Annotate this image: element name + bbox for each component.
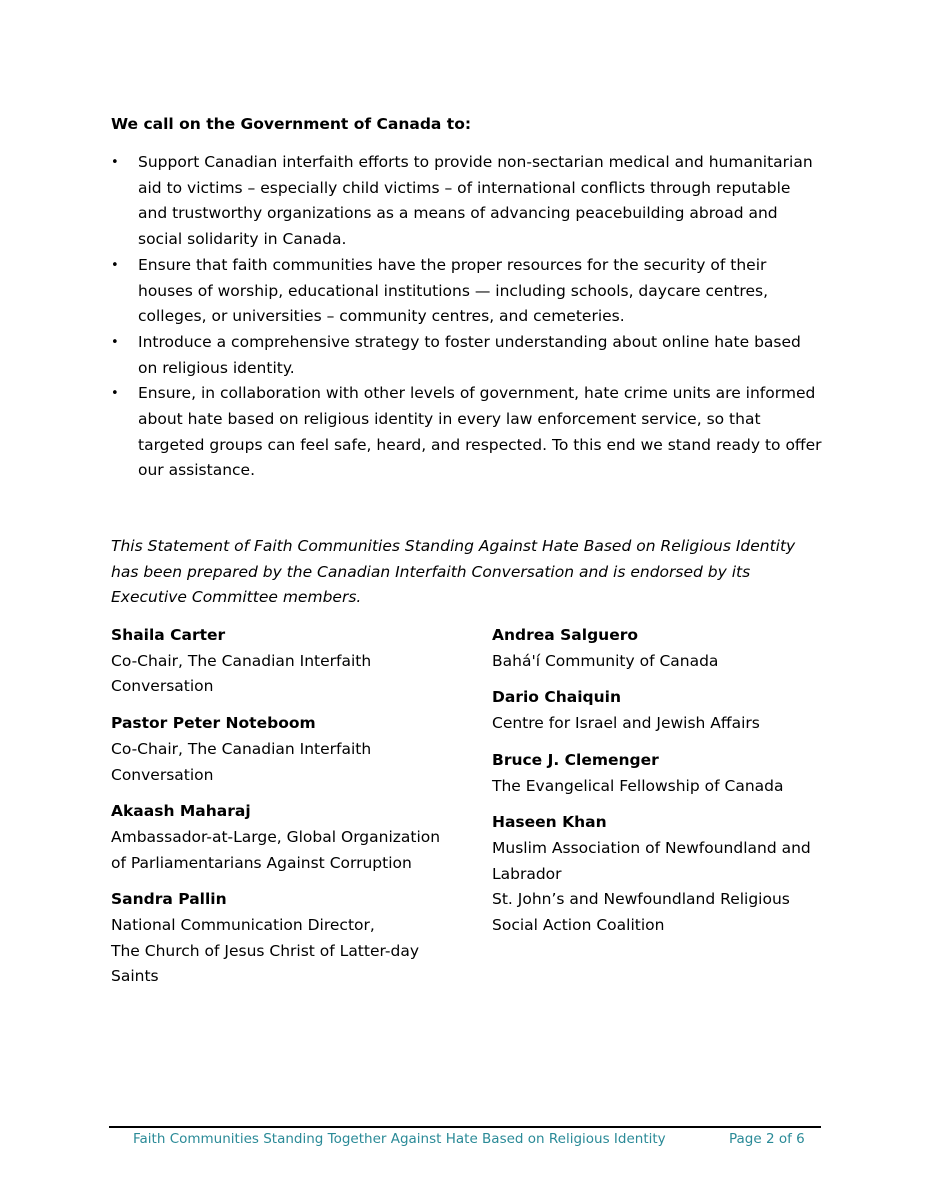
call-item bbox=[111, 150, 823, 253]
call-item-text: Ensure that faith communities have the proper resources for the security of their houses of worship, educational institutions — including schools, daycare centres, colleges, or universities – community centres, and cemeteries. bbox=[138, 255, 768, 326]
call-item-text: Introduce a comprehensive strategy to foster understanding about online hate based on religious identity. bbox=[138, 332, 801, 377]
call-item bbox=[111, 253, 823, 330]
signer-name: Shaila Carter bbox=[111, 626, 226, 644]
signer-name: Pastor Peter Noteboom bbox=[111, 714, 316, 733]
signer-role: Muslim Association of Newfoundland and Labrador St. John’s and Newfoundland Religious Social Action Coalition bbox=[492, 838, 811, 935]
signer-role: Centre for Israel and Jewish Affairs bbox=[492, 714, 760, 733]
signer-name: Sandra Pallin bbox=[111, 890, 227, 909]
signer bbox=[492, 623, 822, 674]
bullet-icon: • bbox=[111, 334, 119, 350]
signer-name: Andrea Salguero bbox=[492, 626, 639, 644]
signer bbox=[492, 748, 822, 799]
signer-role: Ambassador-at-Large, Global Organization of Parliamentarians Against Corruption bbox=[111, 827, 441, 872]
call-item bbox=[111, 330, 823, 381]
signer bbox=[111, 623, 451, 700]
signer-role: Co-Chair, The Canadian Interfaith Conversation bbox=[111, 651, 372, 696]
signers-right-column bbox=[492, 623, 822, 950]
call-item-text: Ensure, in collaboration with other levels of government, hate crime units are informed about hate based on religious identity in every law enforcement service, so that targeted groups can feel safe, heard, and respected. To this end we stand ready to offer our assistance. bbox=[138, 384, 822, 480]
signers-left-column bbox=[111, 623, 451, 1001]
signer-name: Akaash Maharaj bbox=[111, 802, 251, 821]
signer-role: Co-Chair, The Canadian Interfaith Conversation bbox=[111, 739, 372, 784]
signer-name: Haseen Khan bbox=[492, 813, 607, 832]
signer bbox=[111, 887, 451, 990]
bullet-icon: • bbox=[111, 257, 119, 273]
footer-title: Faith Communities Standing Together Against Hate Based on Religious Identity bbox=[133, 1131, 666, 1147]
signer-name: Bruce J. Clemenger bbox=[492, 750, 659, 769]
endorsement-statement: This Statement of Faith Communities Standing Against Hate Based on Religious Identity has been prepared by the Canadian Interfaith Conversation and is endorsed by its Executive Committee members. bbox=[111, 537, 796, 606]
signer-role: Bahá'í Community of Canada bbox=[492, 651, 719, 670]
signer bbox=[492, 810, 822, 939]
signer bbox=[111, 711, 451, 788]
signer bbox=[111, 799, 451, 876]
call-item bbox=[111, 381, 823, 484]
bullet-icon: • bbox=[111, 386, 119, 402]
signer-name: Dario Chaiquin bbox=[492, 688, 621, 707]
signer-role: The Evangelical Fellowship of Canada bbox=[492, 776, 784, 795]
bullet-icon: • bbox=[111, 155, 119, 170]
page-number: Page 2 of 6 bbox=[729, 1131, 805, 1147]
footer-divider bbox=[109, 1126, 821, 1128]
signer bbox=[492, 685, 822, 736]
call-list bbox=[111, 150, 823, 484]
signer-role: National Communication Director, The Church of Jesus Christ of Latter-day Saints bbox=[111, 916, 419, 986]
call-heading: We call on the Government of Canada to: bbox=[111, 115, 472, 133]
call-item-text: Support Canadian interfaith efforts to provide non-sectarian medical and humanitarian aid to victims – especially child victims – of international conflicts through reputable and trustworthy organizations as a means of advancing peacebuilding abroad and social solidarity in Canada. bbox=[138, 153, 813, 249]
